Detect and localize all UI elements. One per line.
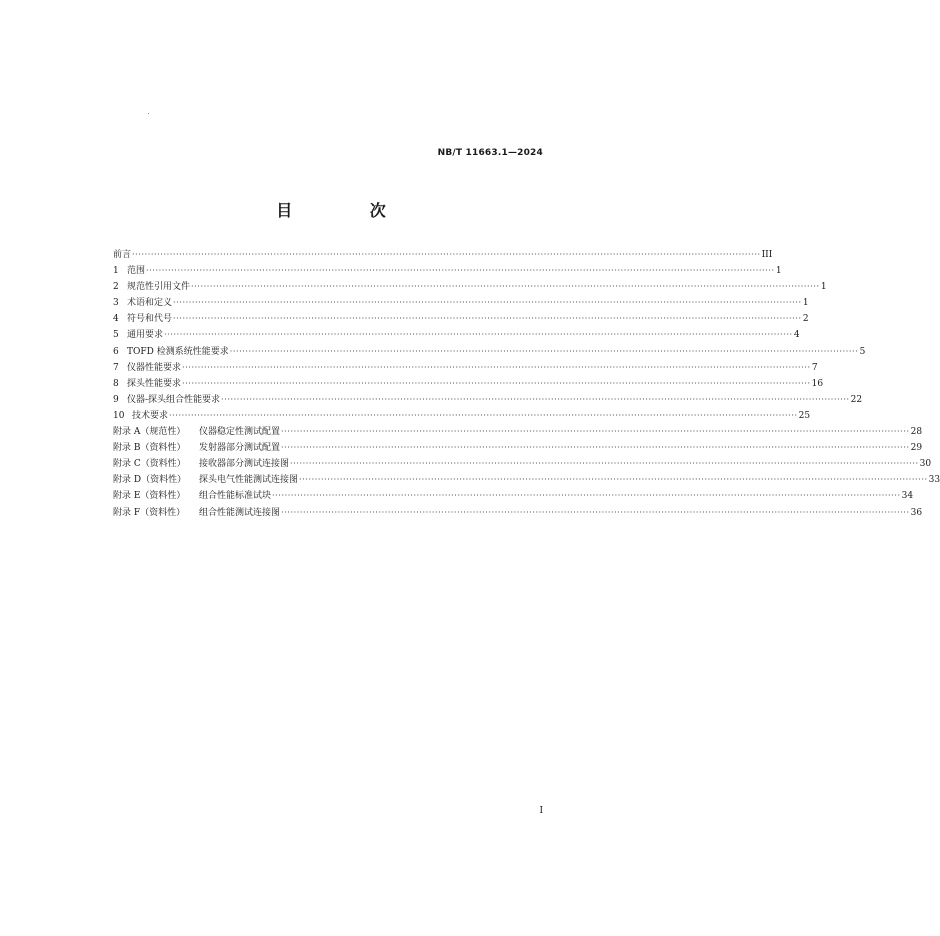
toc-entry[interactable] [113, 344, 866, 360]
toc-entry-label: 符号和代号 [127, 314, 173, 325]
standard-number: NB/T 11663.1—2024 [437, 148, 543, 158]
toc-entry-page: 33 [928, 475, 940, 486]
toc-entry-label: 发射器部分测试配置 [199, 443, 281, 454]
toc-entry[interactable] [113, 456, 932, 472]
toc-entry-annex: 附录 E（资料性） [113, 491, 186, 502]
toc-entry-label: 探头电气性能测试连接图 [199, 475, 299, 486]
toc-entry-number: 3 [113, 298, 119, 309]
toc-entry-label: 规范性引用文件 [127, 282, 191, 293]
toc-entry[interactable] [113, 376, 824, 392]
toc-entry[interactable] [113, 247, 773, 263]
toc-entry-label: 前言 [113, 250, 132, 260]
toc-dot-leader: ········································································································································································································ [290, 459, 919, 469]
toc-entry-number: 4 [113, 314, 119, 325]
toc-dot-leader: ········································································································································································································ [164, 330, 793, 340]
toc-entry-number: 6 [113, 346, 119, 357]
toc-entry-page: 29 [910, 443, 923, 454]
toc-entry-label: 术语和定义 [127, 298, 173, 309]
toc-entry-page: 1 [802, 298, 809, 309]
toc-entry-page: 1 [820, 282, 827, 293]
toc-entry-label: 通用要求 [127, 330, 164, 341]
scan-speck [148, 113, 149, 114]
toc-dot-leader: ········································································································································································································ [182, 378, 811, 388]
toc-entry[interactable] [113, 360, 818, 376]
toc-entry[interactable] [113, 440, 923, 456]
toc-dot-leader: ········································································································································································································ [281, 507, 910, 517]
toc-entry-page: 16 [811, 378, 824, 389]
toc-entry-label: 接收器部分测试连接图 [199, 459, 290, 470]
toc-entry[interactable] [113, 472, 940, 488]
toc-entry-label: 技术要求 [132, 410, 169, 421]
toc-dot-leader: ········································································································································································································ [281, 443, 910, 453]
toc-dot-leader: ········································································································································································································ [229, 346, 859, 356]
toc-dot-leader: ········································································································································································································ [272, 491, 901, 501]
toc-entry-page: 1 [775, 266, 782, 277]
toc-entry-number: 8 [113, 378, 119, 389]
toc-entry[interactable] [113, 424, 923, 440]
toc-entry-number: 5 [113, 330, 119, 341]
toc-entry-label: 组合性能标准试块 [199, 491, 272, 502]
toc-entry[interactable] [113, 408, 811, 424]
toc-entry-label: 仪器性能要求 [127, 362, 182, 373]
toc-entry-label: 探头性能要求 [127, 378, 182, 389]
page-number: I [539, 806, 543, 816]
toc-entry[interactable] [113, 295, 809, 311]
toc-entry-number: 7 [113, 362, 119, 373]
toc-dot-leader: ········································································································································································································ [281, 427, 910, 437]
toc-entry-number: 10 [113, 410, 125, 421]
toc-entry-page: III [761, 250, 773, 260]
toc-entry-page: 7 [811, 362, 818, 373]
toc-entry-page: 30 [919, 459, 932, 470]
toc-dot-leader: ········································································································································································································ [173, 298, 802, 308]
table-of-contents [113, 247, 940, 521]
toc-dot-leader: ········································································································································································································ [221, 394, 850, 404]
toc-entry-label: TOFD 检测系统性能要求 [127, 346, 229, 357]
toc-dot-leader: ········································································································································································································ [173, 314, 802, 324]
toc-dot-leader: ········································································································································································································ [132, 250, 761, 259]
toc-entry-page: 22 [850, 394, 863, 405]
toc-entry-number: 2 [113, 282, 119, 293]
toc-entry-label: 仪器-探头组合性能要求 [127, 394, 221, 405]
toc-dot-leader: ········································································································································································································ [299, 475, 928, 485]
toc-title: 目 次 [276, 201, 422, 220]
toc-entry-page: 34 [901, 491, 914, 502]
toc-entry[interactable] [113, 505, 923, 521]
toc-entry-annex: 附录 C（资料性） [113, 459, 186, 470]
toc-entry-page: 4 [793, 330, 800, 341]
toc-entry[interactable] [113, 488, 914, 504]
toc-dot-leader: ········································································································································································································ [146, 266, 775, 276]
toc-entry[interactable] [113, 392, 863, 408]
toc-entry-page: 2 [802, 314, 809, 325]
toc-entry-annex: 附录 B（资料性） [113, 443, 186, 454]
toc-entry-page: 36 [910, 507, 923, 518]
toc-entry[interactable] [113, 327, 800, 343]
toc-dot-leader: ········································································································································································································ [169, 410, 798, 420]
toc-dot-leader: ········································································································································································································ [191, 282, 820, 292]
toc-dot-leader: ········································································································································································································ [182, 362, 811, 372]
toc-entry-page: 25 [798, 410, 811, 421]
toc-entry-label: 范围 [127, 266, 146, 277]
toc-entry[interactable] [113, 263, 782, 279]
toc-entry-annex: 附录 F（资料性） [113, 507, 186, 518]
toc-entry-page: 5 [859, 346, 866, 357]
toc-entry-page: 28 [910, 427, 923, 438]
toc-entry[interactable] [113, 279, 827, 295]
toc-entry-label: 组合性能测试连接图 [199, 507, 281, 518]
toc-entry-annex: 附录 D（资料性） [113, 475, 187, 486]
toc-entry-number: 9 [113, 394, 119, 405]
toc-entry-label: 仪器稳定性测试配置 [199, 427, 281, 438]
toc-entry[interactable] [113, 311, 809, 327]
toc-entry-number: 1 [113, 266, 119, 277]
toc-entry-annex: 附录 A（规范性） [113, 427, 186, 438]
